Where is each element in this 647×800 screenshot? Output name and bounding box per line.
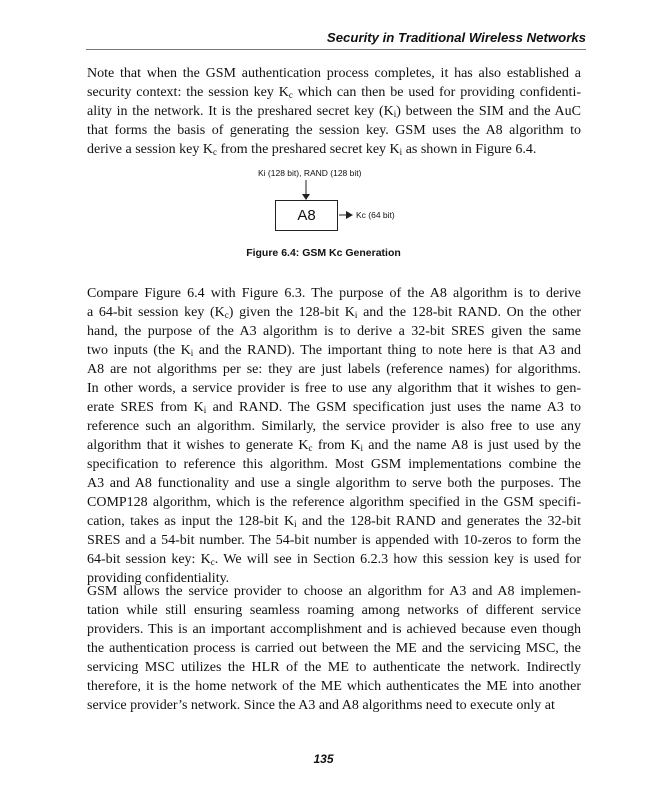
text-line: A8 are not algorithms per se: they are just labels (reference names) for algorithms. xyxy=(87,362,581,377)
paragraph-2 xyxy=(87,284,581,588)
text-line: 64-bit session key: $K_c$. We will see in Section 6.2.3 how this session key is used for xyxy=(87,552,581,567)
text-line: hand, the purpose of the A3 algorithm is to derive a 32-bit SRES given the same xyxy=(87,324,581,339)
text-line: Note that when the GSM authentication process completes, it has also established a xyxy=(87,66,581,81)
paragraph-3 xyxy=(87,582,581,715)
paragraph-1 xyxy=(87,64,581,159)
text-line: that forms the basis of generating the session key. GSM uses the A8 algorithm to xyxy=(87,123,581,138)
text-line: cation, takes as input the 128-bit $K_i$ and the 128-bit RAND and generates the 32-bit xyxy=(87,514,581,529)
figure-output-label: Kc (64 bit) xyxy=(356,210,395,220)
text-line: the authentication process is carried out between the ME and the servicing MSC, the xyxy=(87,641,581,656)
text-line: COMP128 algorithm, which is the reference algorithm specified in the GSM specifi- xyxy=(87,495,581,510)
text-line: GSM allows the service provider to choose an algorithm for A3 and A8 implemen- xyxy=(87,584,581,599)
text-line: tation while still ensuring seamless roaming among networks of different service xyxy=(87,603,581,618)
text-line: SRES and a 54-bit number. The 54-bit number is appended with 10-zeros to form the xyxy=(87,533,581,548)
text-line: a 64-bit session key $(K_c)$ given the 128-bit $K_i$ and the 128-bit RAND. On the other xyxy=(87,305,582,320)
text-line: erate SRES from $K_i$ and RAND. The GSM specification just uses the name A3 to xyxy=(87,400,581,415)
text-line: providers. This is an important accomplishment and is achieved because even though xyxy=(87,622,581,637)
running-header: Security in Traditional Wireless Networks xyxy=(326,30,586,45)
text-line: servicing MSC utilizes the HLR of the ME to authenticate the network. Indirectly xyxy=(87,660,581,675)
figure-input-label: Ki (128 bit), RAND (128 bit) xyxy=(258,168,362,178)
text-line: reference such an algorithm. Similarly, the service provider is also free to use any xyxy=(87,419,581,434)
text-line: In other words, a service provider is free to use any algorithm that it wishes to gen- xyxy=(87,381,581,396)
header-rule xyxy=(86,49,586,50)
text-line: Compare Figure 6.4 with Figure 6.3. The purpose of the A8 algorithm is to derive xyxy=(87,286,581,301)
text-line: algorithm that it wishes to generate $K_c$ from $K_i$ and the name A8 is just used by the xyxy=(87,438,581,453)
text-line: A3 and A8 functionality and use a single algorithm to serve both the purposes. The xyxy=(87,476,581,491)
a8-algorithm-box: A8 xyxy=(275,200,338,231)
text-line: derive a session key $K_c$ from the preshared secret key $K_i$ as shown in Figure 6.4. xyxy=(87,142,537,157)
text-line: providing confidentiality. xyxy=(87,571,230,586)
text-line: therefore, it is the home network of the ME which authenticates the ME into another xyxy=(87,679,581,694)
figure-6-4 xyxy=(0,165,647,265)
page-number: 135 xyxy=(313,752,334,766)
text-line: ality in the network. It is the preshared secret key $(K_i)$ between the SIM and the AuC xyxy=(87,104,581,119)
text-line: two inputs (the $K_i$ and the RAND). The important thing to note here is that A3 and xyxy=(87,343,581,358)
output-arrow-head xyxy=(346,211,353,219)
text-line: service provider’s network. Since the A3 and A8 algorithms need to execute only at xyxy=(87,698,555,713)
text-line: specification to reference this algorithm. Most GSM implementations combine the xyxy=(87,457,581,472)
figure-caption: Figure 6.4: GSM Kc Generation xyxy=(246,247,401,259)
text-line: security context: the session key $K_c$ which can then be used for providing confidenti- xyxy=(87,85,581,100)
